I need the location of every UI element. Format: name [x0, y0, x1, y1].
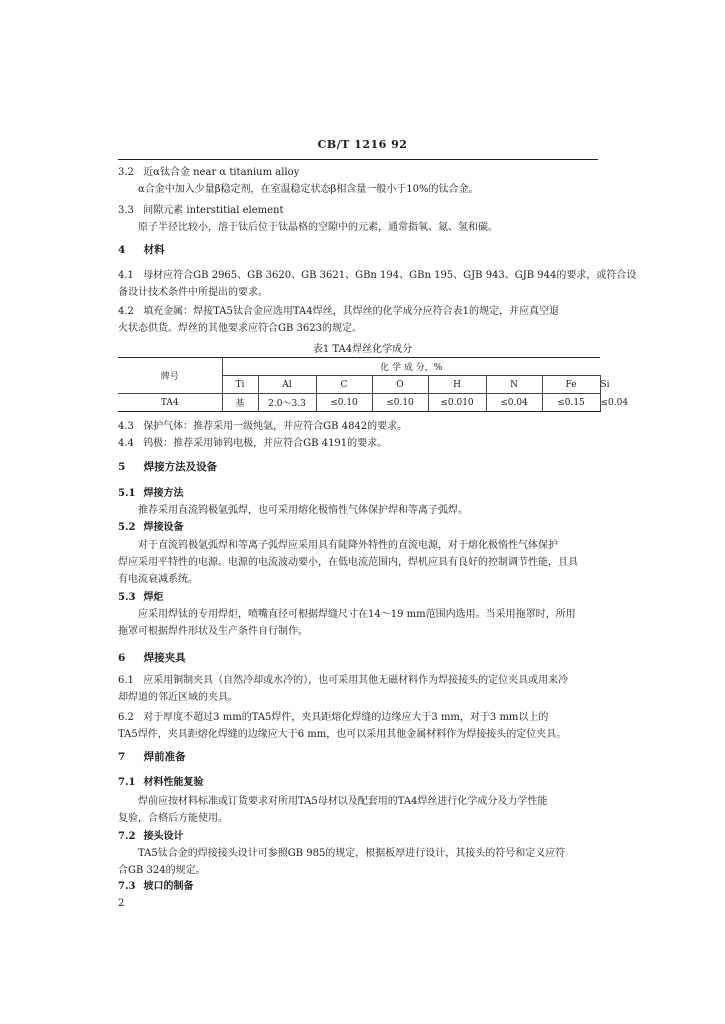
table-cell: 2.0～3.3	[258, 394, 316, 412]
clause-line	[118, 167, 600, 179]
composition-table	[118, 357, 629, 412]
clause-text: 母材应符合GB 2965、GB 3620、GB 3621、GBn 194、GBn 195、GJB 943、GJB 944的要求，或符合设	[143, 270, 637, 281]
header-rule	[118, 159, 598, 160]
text-line	[118, 323, 600, 335]
clause-line	[118, 438, 600, 450]
clause-number: 3.2	[118, 167, 134, 178]
clause-line	[118, 592, 600, 604]
clause-line	[118, 270, 637, 282]
clause-text: 焊前应按材料标准或订货要求对所用TA5母材以及配套用的TA4焊丝进行化学成分及力学性能	[138, 796, 548, 807]
text-line	[138, 848, 600, 860]
clause-text: TA5钛合金的焊接接头设计可参照GB 985的规定，根据板厚进行设计，其接头的符号和定义应符	[138, 848, 566, 859]
table-cell: ≤0.10	[372, 394, 428, 412]
text-line	[118, 557, 600, 569]
clause-text: 钨极：推荐采用铈钨电极，并应符合GB 4191的要求。	[143, 438, 388, 449]
clause-number: 3.3	[118, 205, 134, 216]
clause-number: 5.2	[118, 522, 136, 533]
section-heading	[118, 244, 600, 256]
table-cell: ≤0.15	[542, 394, 600, 412]
text-line	[138, 505, 600, 517]
clause-text: 却焊道的邻近区域的夹具。	[118, 692, 238, 703]
text-line	[118, 574, 600, 586]
table-column-header: Ti	[222, 376, 258, 394]
table-column-header: H	[428, 376, 486, 394]
section-heading	[118, 652, 600, 664]
clause-text: 复验，合格后方能使用。	[118, 813, 228, 824]
clause-number: 4.1	[118, 270, 134, 281]
text-line	[118, 865, 600, 877]
clause-text: TA5焊件，夹具距熔化焊缝的边缘应大于6 mm，也可以采用其他金属材料作为焊接接头的定位夹具。	[118, 729, 567, 740]
clause-number: 7.3	[118, 881, 136, 892]
clause-text: 原子半径比较小，溶于钛后位于钛晶格的空隙中的元素，通常指氧、氮、氢和碳。	[138, 222, 498, 233]
clause-text: 焊接夹具	[143, 652, 186, 664]
clause-number: 7.1	[118, 777, 136, 788]
table-header-grade: 牌号	[118, 358, 222, 394]
clause-number: 7	[118, 751, 126, 763]
text-line	[138, 222, 600, 234]
text-line	[118, 729, 600, 741]
clause-text: 应采用焊钛的专用焊炬，喷嘴直径可根据焊缝尺寸在14～19 mm范围内选用。当采用拖罩时，所用	[138, 609, 576, 620]
clause-text: 焊应采用平特性的电源。电源的电流波动要小，在低电流范围内，焊机应具有良好的控制调节性能，且具	[118, 557, 578, 568]
clause-text: 推荐采用直流钨极氩弧焊，也可采用熔化极惰性气体保护焊和等离子弧焊。	[138, 505, 468, 516]
clause-text: 焊炬	[143, 592, 164, 603]
clause-text: 坡口的制备	[143, 881, 194, 892]
clause-text: 有电流衰减系统。	[118, 574, 198, 585]
clause-number: 6.1	[118, 675, 134, 686]
clause-number: 6	[118, 652, 126, 664]
clause-line	[118, 306, 600, 318]
clause-text: 间隙元素 interstitial element	[143, 205, 284, 216]
clause-line	[118, 205, 600, 217]
table-cell: ≤0.04	[486, 394, 542, 412]
clause-line	[118, 675, 600, 687]
clause-number: 7.2	[118, 831, 136, 842]
table-cell: ≤0.010	[428, 394, 486, 412]
clause-text: 拖罩可根据焊件形状及生产条件自行制作。	[118, 626, 308, 637]
clause-text: 备设计技术条件中所提出的要求。	[118, 287, 268, 298]
clause-text: 接头设计	[143, 831, 184, 842]
clause-line	[118, 881, 600, 893]
table-row: TA4 基 2.0～3.3 ≤0.10 ≤0.10 ≤0.010 ≤0.04 ≤0.15 ≤0.04	[118, 394, 600, 412]
page-number: 2	[118, 898, 125, 909]
clause-text: 火状态供货。焊丝的其他要求应符合GB 3623的规定。	[118, 323, 362, 334]
clause-text: 焊接方法及设备	[143, 461, 218, 473]
text-line	[118, 287, 600, 299]
section-heading	[118, 461, 600, 473]
text-line	[138, 796, 600, 808]
clause-text: 对于直流钨极氩弧焊和等离子弧焊应采用具有陡降外特性的直流电源，对于熔化极惰性气体保护	[138, 540, 558, 551]
clause-text: 材料	[143, 244, 165, 256]
clause-text: 材料性能复验	[143, 777, 204, 788]
table-column-header: N	[486, 376, 542, 394]
text-line	[118, 813, 600, 825]
clause-text: 应采用铜制夹具（自然冷却或水冷的），也可采用其他无磁材料作为焊接接头的定位夹具或用来冷	[143, 675, 569, 686]
clause-text: 保护气体：推荐采用一级纯氩，并应符合GB 4842的要求。	[143, 421, 408, 432]
clause-number: 4.3	[118, 421, 134, 432]
clause-line	[118, 831, 600, 843]
clause-number: 5	[118, 461, 126, 473]
standard-code-header: CB/T 1216 92	[317, 138, 408, 151]
clause-line	[118, 421, 600, 433]
clause-number: 5.3	[118, 592, 136, 603]
section-heading	[118, 751, 600, 763]
table-column-header: Fe	[542, 376, 600, 394]
table-column-headers: Ti Al C O H N Fe Si	[118, 376, 600, 394]
clause-number: 5.1	[118, 488, 136, 499]
clause-text: 填充金属：焊接TA5钛合金应选用TA4焊丝，其焊丝的化学成分应符合表1的规定，并应真空退	[143, 306, 559, 317]
text-line	[138, 540, 600, 552]
clause-number: 4	[118, 244, 126, 256]
clause-line	[118, 522, 600, 534]
clause-text: 近α钛合金 near α titanium alloy	[143, 167, 300, 178]
table-cell: ≤0.10	[316, 394, 372, 412]
text-line	[138, 184, 600, 196]
table-header-composition: 化 学 成 分，%	[222, 358, 600, 376]
clause-text: α合金中加入少量β稳定剂，在室温稳定状态β相含量一般小于10%的钛合金。	[138, 184, 479, 195]
table-cell-grade: TA4	[118, 394, 222, 412]
clause-number: 4.2	[118, 306, 134, 317]
text-line	[118, 692, 600, 704]
table-caption: 表1 TA4焊丝化学成分	[312, 344, 413, 355]
clause-number: 4.4	[118, 438, 134, 449]
table-column-header: Al	[258, 376, 316, 394]
text-line	[118, 626, 600, 638]
table-cell: 基	[222, 394, 258, 412]
text-line	[138, 609, 600, 621]
clause-line	[118, 712, 600, 724]
clause-text: 对于厚度不超过3 mm的TA5焊件，夹具距熔化焊缝的边缘应大于3 mm，对于3 mm以上的	[143, 712, 549, 723]
clause-text: 合GB 324的规定。	[118, 865, 206, 876]
clause-text: 焊接设备	[143, 522, 184, 533]
clause-text: 焊前准备	[143, 751, 186, 763]
clause-text: 焊接方法	[143, 488, 184, 499]
table-column-header: O	[372, 376, 428, 394]
clause-line	[118, 777, 600, 789]
clause-number: 6.2	[118, 712, 134, 723]
table-column-header: C	[316, 376, 372, 394]
clause-line	[118, 488, 600, 500]
